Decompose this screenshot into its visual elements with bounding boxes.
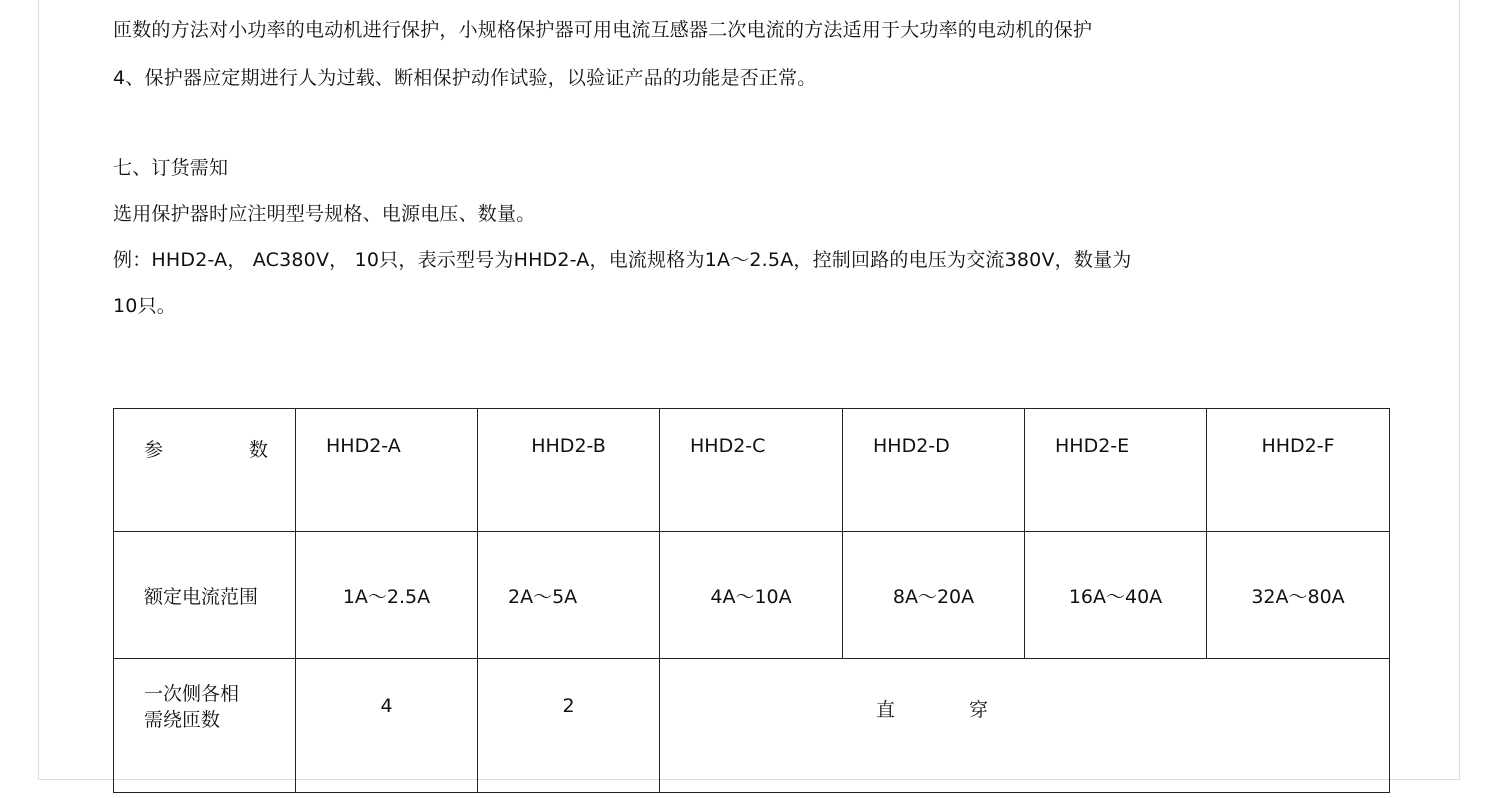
section-title: 七、订货需知 — [113, 157, 229, 179]
turns-value-cell: 4 — [296, 659, 478, 793]
text-line-5: 10只。 — [113, 295, 176, 317]
spec-table — [113, 408, 1390, 793]
turns-label-line-1: 一次侧各相 — [144, 683, 240, 705]
turns-value-cell: 2 — [478, 659, 660, 793]
current-range-cell: 16A～40A — [1025, 532, 1207, 659]
turns-label-cell — [114, 659, 296, 793]
text-line-1: 匝数的方法对小功率的电动机进行保护，小规格保护器可用电流互感器二次电流的方法适用于大功率的电动机的保护 — [113, 19, 1093, 41]
straight-label-left: 直 — [875, 699, 895, 721]
text-line-3: 选用保护器时应注明型号规格、电源电压、数量。 — [113, 203, 536, 225]
current-range-cell: 1A～2.5A — [296, 532, 478, 659]
param-label-left: 参 — [144, 439, 164, 461]
param-label-right: 数 — [248, 439, 268, 461]
current-range-cell: 4A～10A — [660, 532, 843, 659]
current-range-row — [114, 532, 1390, 659]
turns-straight-cell — [660, 659, 1390, 793]
model-cell: HHD2-B — [478, 409, 660, 532]
model-cell: HHD2-F — [1207, 409, 1390, 532]
current-range-label: 额定电流范围 — [114, 532, 296, 659]
param-header-cell — [114, 409, 296, 532]
turns-row — [114, 659, 1390, 793]
text-line-2: 4、保护器应定期进行人为过载、断相保护动作试验，以验证产品的功能是否正常。 — [113, 67, 817, 89]
model-cell: HHD2-E — [1025, 409, 1207, 532]
document-page — [38, 0, 1460, 780]
model-cell: HHD2-A — [296, 409, 478, 532]
turns-label-line-2: 需绕匝数 — [144, 709, 221, 731]
model-cell: HHD2-D — [843, 409, 1025, 532]
text-line-4: 例：HHD2-A， AC380V， 10只，表示型号为HHD2-A，电流规格为1A～2.5A，控制回路的电压为交流380V，数量为 — [113, 249, 1132, 271]
straight-label-right: 穿 — [969, 699, 989, 721]
current-range-cell: 2A～5A — [478, 532, 660, 659]
current-range-cell: 8A～20A — [843, 532, 1025, 659]
table-header-row — [114, 409, 1390, 532]
current-range-cell: 32A～80A — [1207, 532, 1390, 659]
model-cell: HHD2-C — [660, 409, 843, 532]
